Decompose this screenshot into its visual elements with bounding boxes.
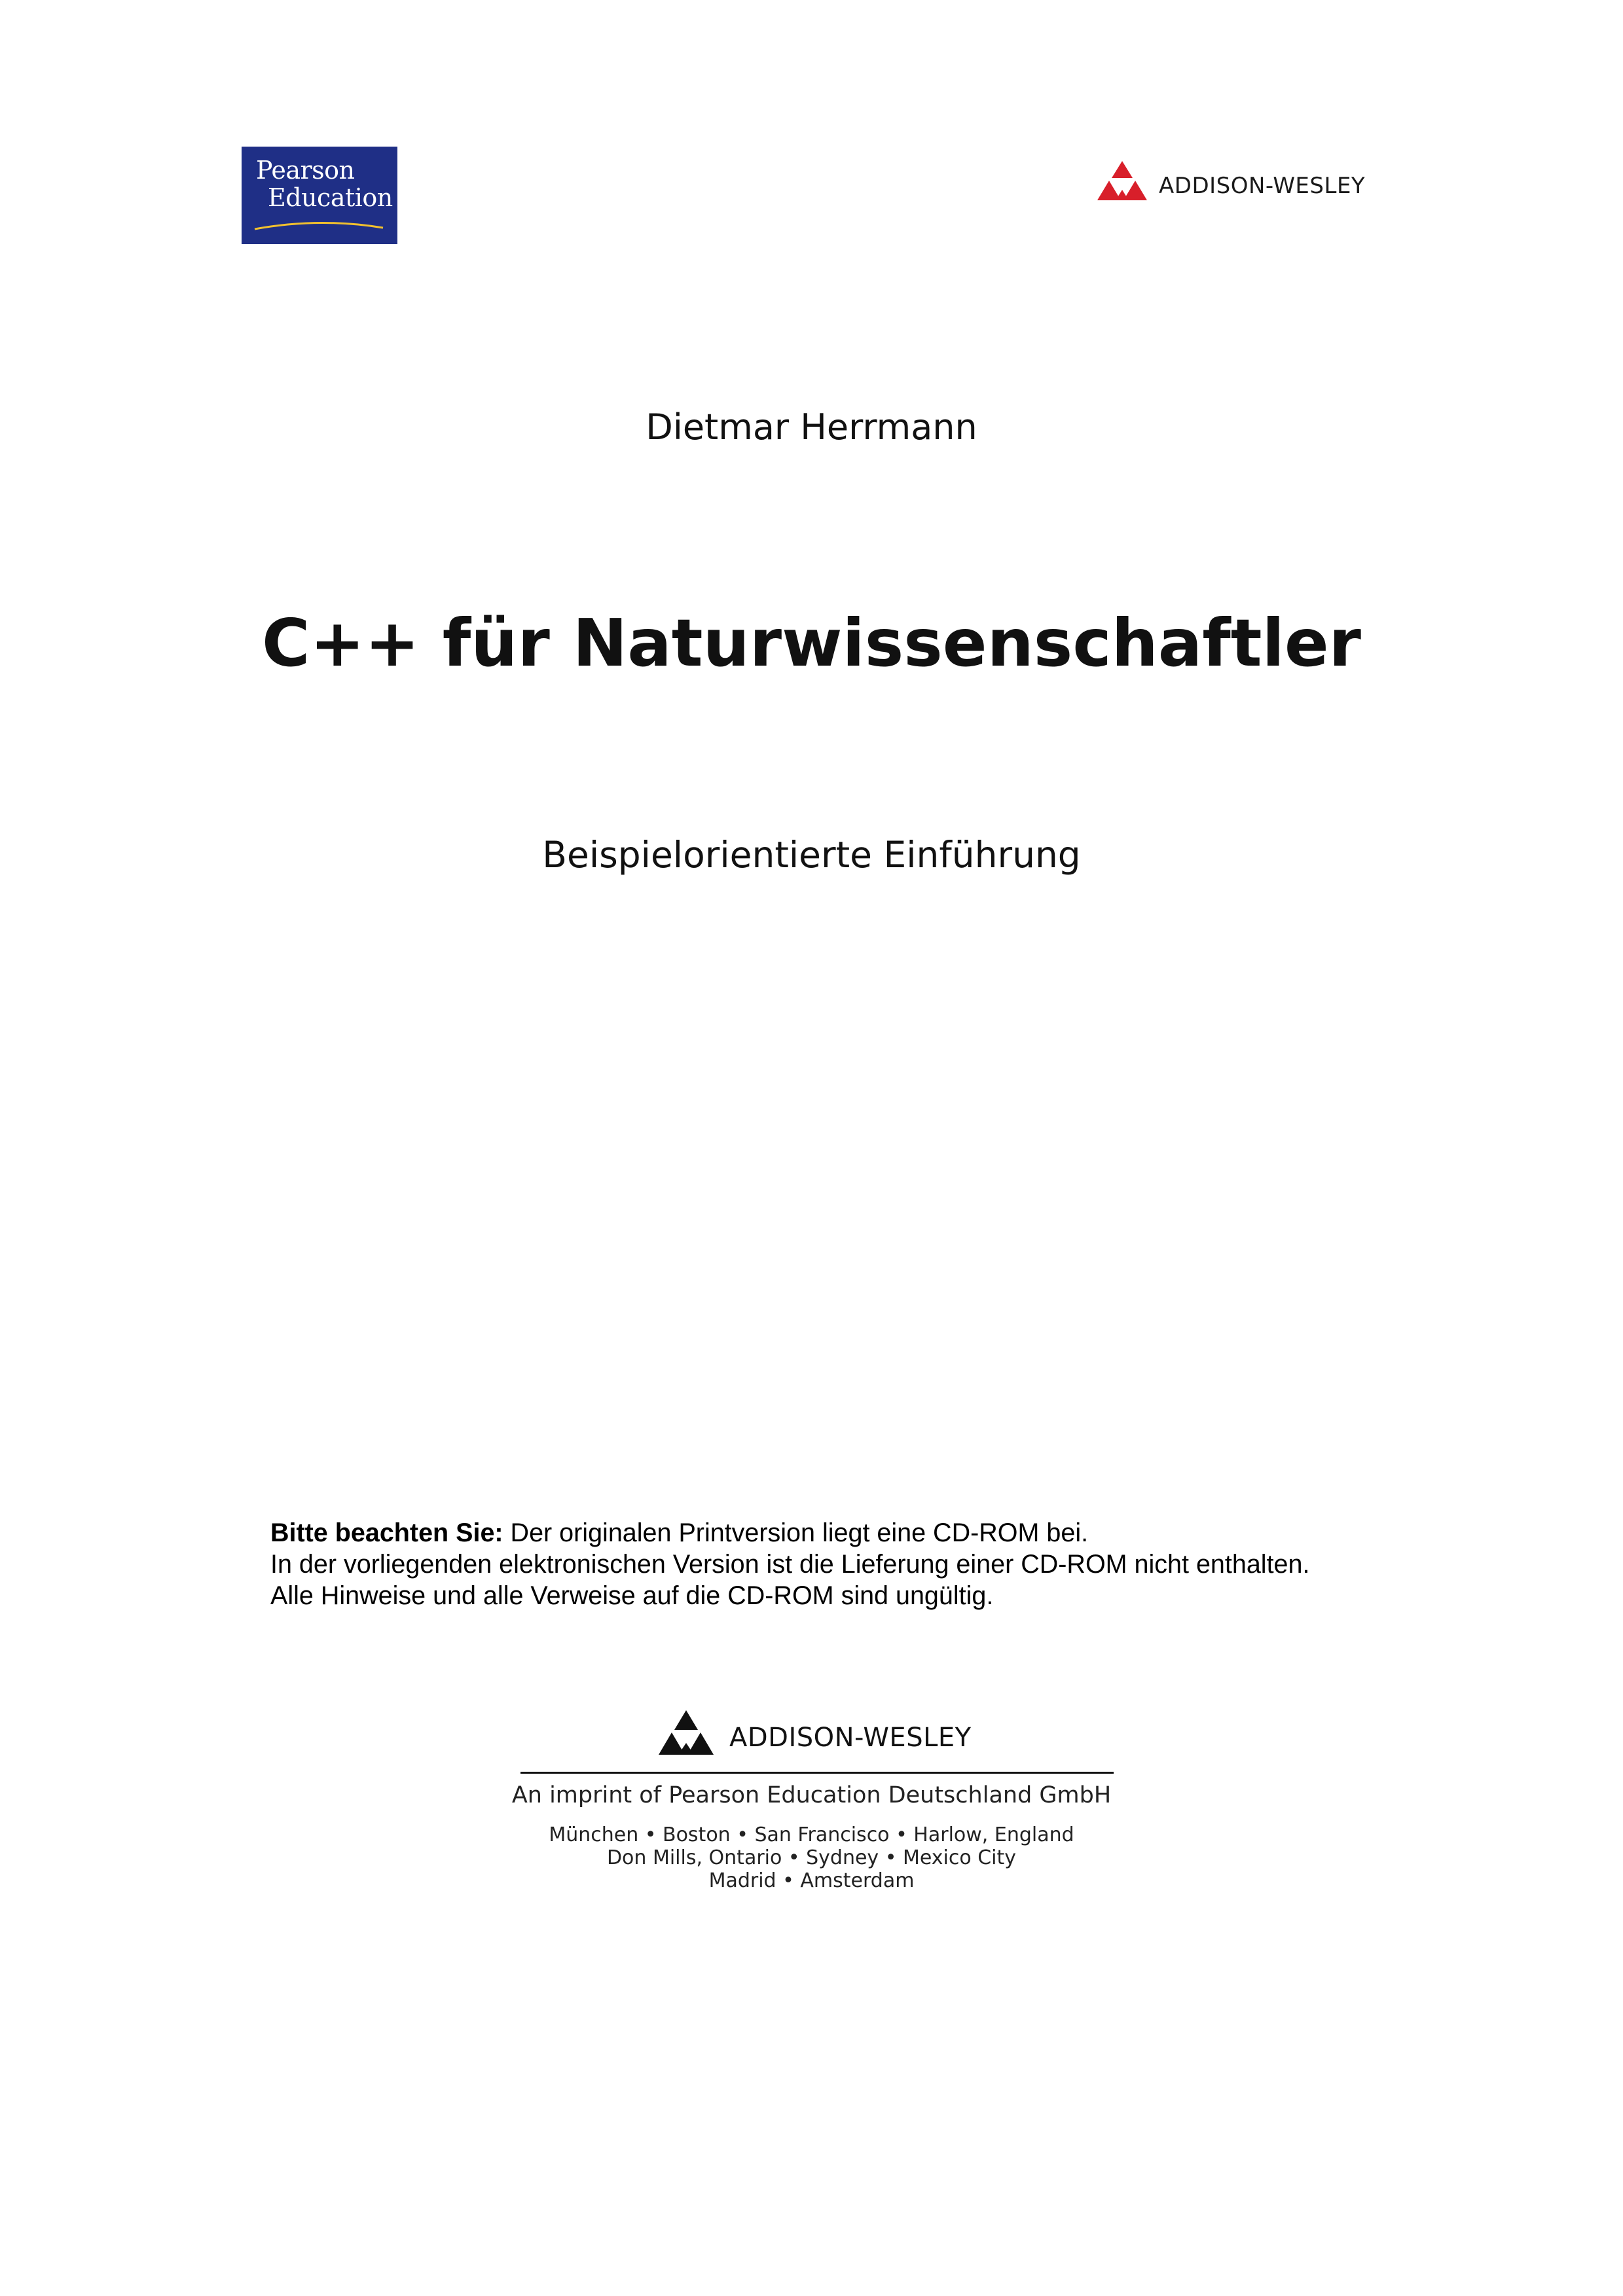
book-subtitle: Beispielorientierte Einführung [542,834,1081,876]
cities-line-2: Don Mills, Ontario • Sydney • Mexico City [606,1846,1017,1869]
addison-wesley-triangle-icon [1095,161,1150,211]
addison-wesley-logo-bottom [655,1708,972,1767]
pearson-logo-line2: Education [268,183,393,212]
pearson-logo-line1: Pearson [256,156,355,185]
notice-line-3: Alle Hinweise und alle Verweise auf die CD-ROM sind ungültig. [270,1581,994,1610]
notice-label: Bitte beachten Sie: [270,1518,503,1547]
imprint-line: An imprint of Pearson Education Deutschland GmbH [511,1782,1112,1808]
cd-rom-notice [270,1517,1514,1611]
author-name: Dietmar Herrmann [646,406,977,448]
addison-wesley-label-top: ADDISON-WESLEY [1159,173,1366,199]
addison-wesley-logo-top [1095,160,1365,212]
cities-line-3: Madrid • Amsterdam [708,1869,915,1892]
pearson-education-logo [242,147,397,244]
addison-wesley-label-bottom: ADDISON-WESLEY [729,1723,972,1753]
notice-text-1: Der originalen Printversion liegt eine CD-ROM bei. [503,1518,1089,1547]
pearson-swoosh-icon [253,219,384,232]
book-title: C++ für Naturwissenschaftler [261,605,1361,681]
publisher-divider [520,1772,1114,1774]
cities-line-1: München • Boston • San Francisco • Harlow, England [549,1823,1074,1846]
publisher-cities [0,1823,1623,1892]
notice-line-1 [270,1517,1514,1549]
addison-wesley-triangle-icon [655,1710,718,1765]
notice-line-2: In der vorliegenden elektronischen Version ist die Lieferung einer CD-ROM nicht enthalten. [270,1550,1310,1579]
